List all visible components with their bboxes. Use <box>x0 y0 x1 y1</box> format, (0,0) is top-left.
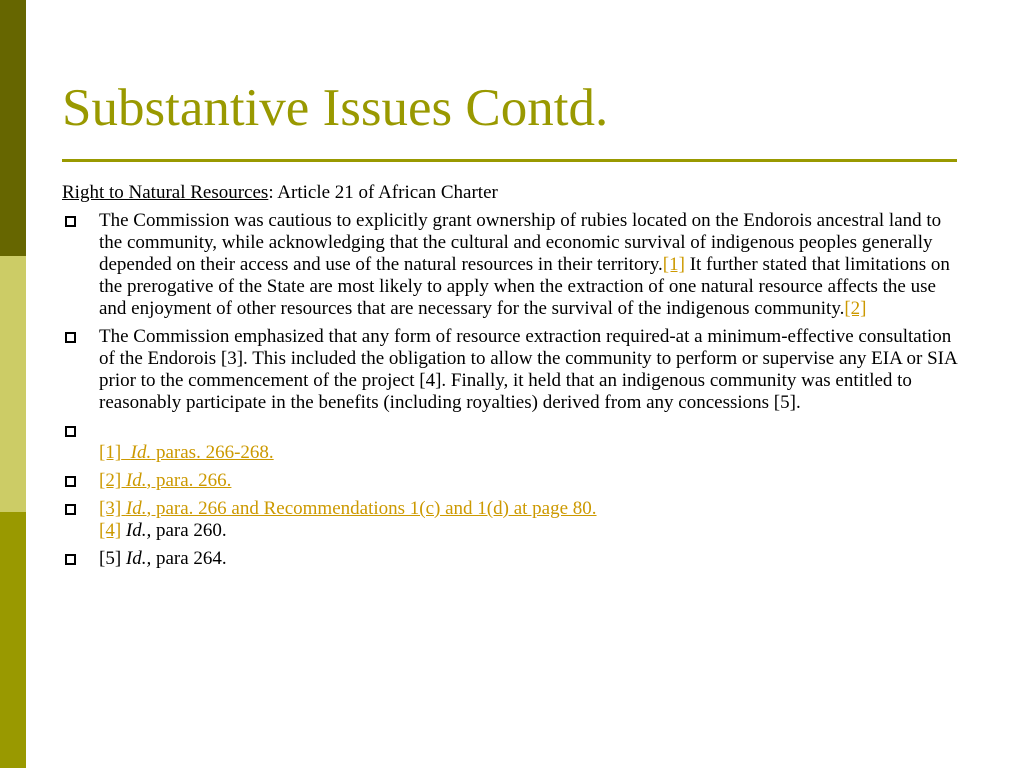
footnote-id: Id. <box>130 442 152 463</box>
bullet-item <box>62 420 962 464</box>
side-bar-middle <box>0 256 26 512</box>
subheading <box>62 182 962 204</box>
square-bullet-icon <box>65 554 76 565</box>
footnote-rest: , para. 266. <box>146 470 232 491</box>
square-bullet-icon <box>65 332 76 343</box>
footnote-2[interactable] <box>99 470 231 491</box>
footnote-link-4[interactable]: [4] <box>99 520 122 541</box>
slide-title: Substantive Issues Contd. <box>62 79 609 137</box>
footnote-number: [3] <box>99 498 126 519</box>
footnote-rest: , para. 266 and Recommendations 1(c) and 1(d) at page 80. <box>146 498 597 519</box>
footnote-rest: para 264. <box>151 548 227 569</box>
side-bar-bottom <box>0 512 26 768</box>
subheading-link[interactable]: Right to Natural Resources <box>62 182 269 203</box>
bullet-item <box>62 326 962 414</box>
bullet-item <box>62 470 962 492</box>
square-bullet-icon <box>65 216 76 227</box>
footnote-number: [1] <box>99 442 122 463</box>
footnote-3[interactable] <box>99 498 597 519</box>
square-bullet-icon <box>65 504 76 515</box>
bullet-text: The Commission was cautious to explicitly grant ownership of rubies located on the Endorois ancestral land to the community, while acknowledging that the cultural and economic survival of indigenous peoples generally depended on their access and use of the natural resources in their territory. <box>99 210 942 275</box>
footnote-1[interactable] <box>99 442 274 463</box>
footnote-id: Id. <box>125 470 147 491</box>
subheading-text: : Article 21 of African Charter <box>268 182 498 203</box>
bullet-list <box>62 210 962 570</box>
bullet-item <box>62 210 962 320</box>
square-bullet-icon <box>65 476 76 487</box>
side-bar-top <box>0 0 26 256</box>
footnote-id: Id. <box>125 498 147 519</box>
bullet-item <box>62 498 962 542</box>
title-divider <box>62 159 957 162</box>
footnote-id: Id., <box>125 548 152 569</box>
slide-content <box>62 182 962 576</box>
footnote-link-2[interactable]: [2] <box>844 298 867 319</box>
footnote-number: [2] <box>99 470 126 491</box>
footnote-line <box>99 520 962 542</box>
empty-line <box>99 420 962 442</box>
footnote-link-1[interactable]: [1] <box>662 254 685 275</box>
footnote-rest: para 260. <box>151 520 227 541</box>
footnote-id: Id., <box>125 520 152 541</box>
bullet-text: The Commission emphasized that any form of resource extraction required-at a minimum-effective consultation of the Endorois [3]. This included the obligation to allow the community to perform or supervise any EIA or SIA prior to the commencement of the project [4]. Finally, it held that an indigenous community was entitled to reasonably participate in the benefits (including royalties) derived from any concessions [5]. <box>99 326 957 413</box>
footnote-number: [5] <box>99 548 126 569</box>
square-bullet-icon <box>65 426 76 437</box>
bullet-text: It further stated that limitations on the prerogative of the State are most likely to apply when the extraction of one natural resource affects the use and enjoyment of other resources that are necessary for the survival of the indigenous community. <box>99 254 950 319</box>
footnote-rest: paras. 266-268. <box>151 442 274 463</box>
bullet-item <box>62 548 962 570</box>
footnote-line <box>99 498 962 520</box>
